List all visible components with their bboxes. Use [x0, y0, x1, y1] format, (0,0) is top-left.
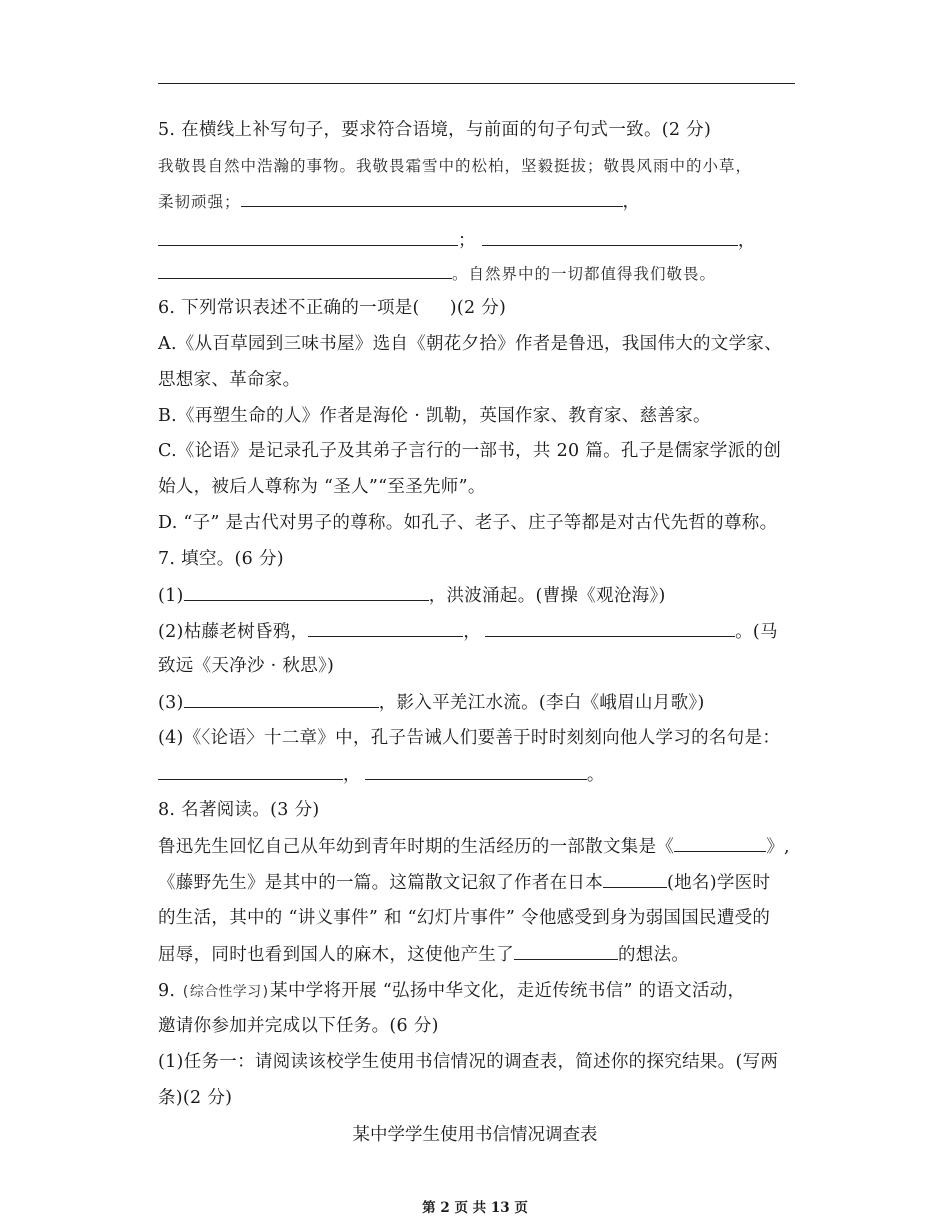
q6-stem — [158, 295, 506, 321]
q5-line2 — [158, 188, 640, 215]
q7-blank-1[interactable] — [184, 582, 429, 601]
q6-stem-prefix: 6. 下列常识表述不正确的一项是( — [158, 298, 420, 318]
q7-item4-blanks — [158, 761, 605, 788]
q7-item3 — [158, 689, 705, 716]
q8-line1-prefix: 鲁迅先生回忆自己从年幼到青年时期的生活经历的一部散文集是《 — [158, 837, 675, 857]
q5-ending: 。自然界中的一切都值得我们敬畏。 — [452, 265, 717, 283]
q9-task1-line2: 条)(2 分) — [158, 1088, 233, 1108]
q7-item1 — [158, 582, 666, 609]
q7-item2 — [158, 618, 778, 645]
q6-option-a-line2: 思想家、革命家。 — [158, 370, 301, 390]
q6-option-d: D. “子” 是古代对男子的尊称。如孔子、老子、庄子等都是对古代先哲的尊称。 — [158, 513, 778, 533]
q5-blank-2[interactable] — [158, 227, 458, 246]
q6-option-c-line1: C.《论语》是记录孔子及其弟子言行的一部书，共 20 篇。孔子是儒家学派的创 — [158, 441, 782, 461]
q8-blank-1[interactable] — [674, 833, 766, 852]
q8-line4-suffix: 的想法。 — [618, 945, 690, 965]
q7-item4: (4)《〈论语〉十二章》中，孔子告诫人们要善于时时刻刻向他人学习的名句是： — [158, 728, 781, 748]
q8-stem: 8. 名著阅读。(3 分) — [158, 800, 320, 820]
q7-stem: 7. 填空。(6 分) — [158, 549, 284, 569]
q6-option-c-line2: 始人，被后人尊称为 “圣人”“至圣先师”。 — [158, 477, 486, 497]
q9-line2: 邀请你参加并完成以下任务。(6 分) — [158, 1016, 439, 1036]
q5-comma-2: ， — [737, 231, 756, 251]
q7-blank-4[interactable] — [184, 689, 379, 708]
q7-item2-mid: ， — [463, 622, 482, 642]
q6-option-a-line1: A.《从百草园到三味书屋》选自《朝花夕拾》作者是鲁迅，我国伟大的文学家、 — [158, 334, 782, 354]
q5-stem: 5. 在横线上补写句子，要求符合语境，与前面的句子句式一致。(2 分) — [158, 120, 712, 140]
q7-item3-prefix: (3) — [158, 693, 184, 713]
q5-blank-3[interactable] — [482, 227, 738, 246]
q5-blank-4[interactable] — [158, 260, 452, 279]
q8-line1 — [158, 833, 790, 860]
q8-blank-3[interactable] — [514, 941, 618, 960]
header-rule — [158, 83, 795, 84]
table-caption: 某中学学生使用书信情况调查表 — [352, 1125, 598, 1145]
q9-line1 — [158, 978, 745, 1005]
q5-line2-prefix: 柔韧顽强； — [158, 193, 241, 211]
q7-item2-line2: 致远《天净沙 · 秋思》) — [158, 656, 335, 676]
q7-blank-3[interactable] — [485, 618, 735, 637]
q8-line2-suffix: (地名)学医时 — [667, 873, 771, 893]
q8-line2 — [158, 869, 770, 896]
q5-line4 — [158, 260, 716, 287]
q9-number: 9. — [158, 981, 182, 1001]
q8-blank-2[interactable] — [603, 869, 667, 888]
q5-semicolon: ； — [458, 231, 476, 251]
q8-line1-suffix: 》, — [766, 837, 790, 857]
q7-blank-6[interactable] — [365, 761, 587, 780]
q9-line1-rest: 某中学将开展 “弘扬中华文化，走近传统书信” 的语文活动， — [270, 981, 746, 1001]
q5-line3 — [158, 227, 756, 254]
q8-line2-prefix: 《藤野先生》是其中的一篇。这篇散文记叙了作者在日本 — [158, 873, 603, 893]
q7-item4-end: 。 — [586, 765, 605, 785]
q7-item2-suffix: 。(马 — [735, 622, 778, 642]
q7-item1-suffix: ，洪波涌起。(曹操《观沧海》) — [428, 586, 666, 606]
page-footer: 第 2 页 共 13 页 — [422, 1200, 528, 1216]
q5-comma: ， — [622, 192, 641, 212]
q6-stem-suffix: )(2 分) — [449, 298, 507, 318]
q5-blank-1[interactable] — [241, 188, 623, 207]
q9-tag: (综合性学习) — [181, 984, 271, 1000]
q7-item1-prefix: (1) — [158, 586, 184, 606]
q6-option-b: B.《再塑生命的人》作者是海伦 · 凯勒，英国作家、教育家、慈善家。 — [158, 406, 711, 426]
q7-item2-prefix: (2)枯藤老树昏鸦， — [158, 622, 309, 642]
q7-blank-2[interactable] — [308, 618, 463, 637]
q7-blank-5[interactable] — [158, 761, 343, 780]
q7-item4-mid: ， — [343, 765, 361, 785]
q7-item3-suffix: ，影入平羌江水流。(李白《峨眉山月歌》) — [378, 693, 705, 713]
q8-line4 — [158, 941, 689, 968]
q8-line3: 的生活，其中的 “讲义事件” 和 “幻灯片事件” 令他感受到身为弱国国民遭受的 — [158, 908, 771, 928]
q8-line4-prefix: 屈辱，同时也看到国人的麻木，这使他产生了 — [158, 945, 514, 965]
q5-line1: 我敬畏自然中浩瀚的事物。我敬畏霜雪中的松柏，坚毅挺拔；敬畏风雨中的小草， — [158, 157, 753, 175]
q9-task1-line1: (1)任务一：请阅读该校学生使用书信情况的调查表，简述你的探究结果。(写两 — [158, 1052, 779, 1072]
